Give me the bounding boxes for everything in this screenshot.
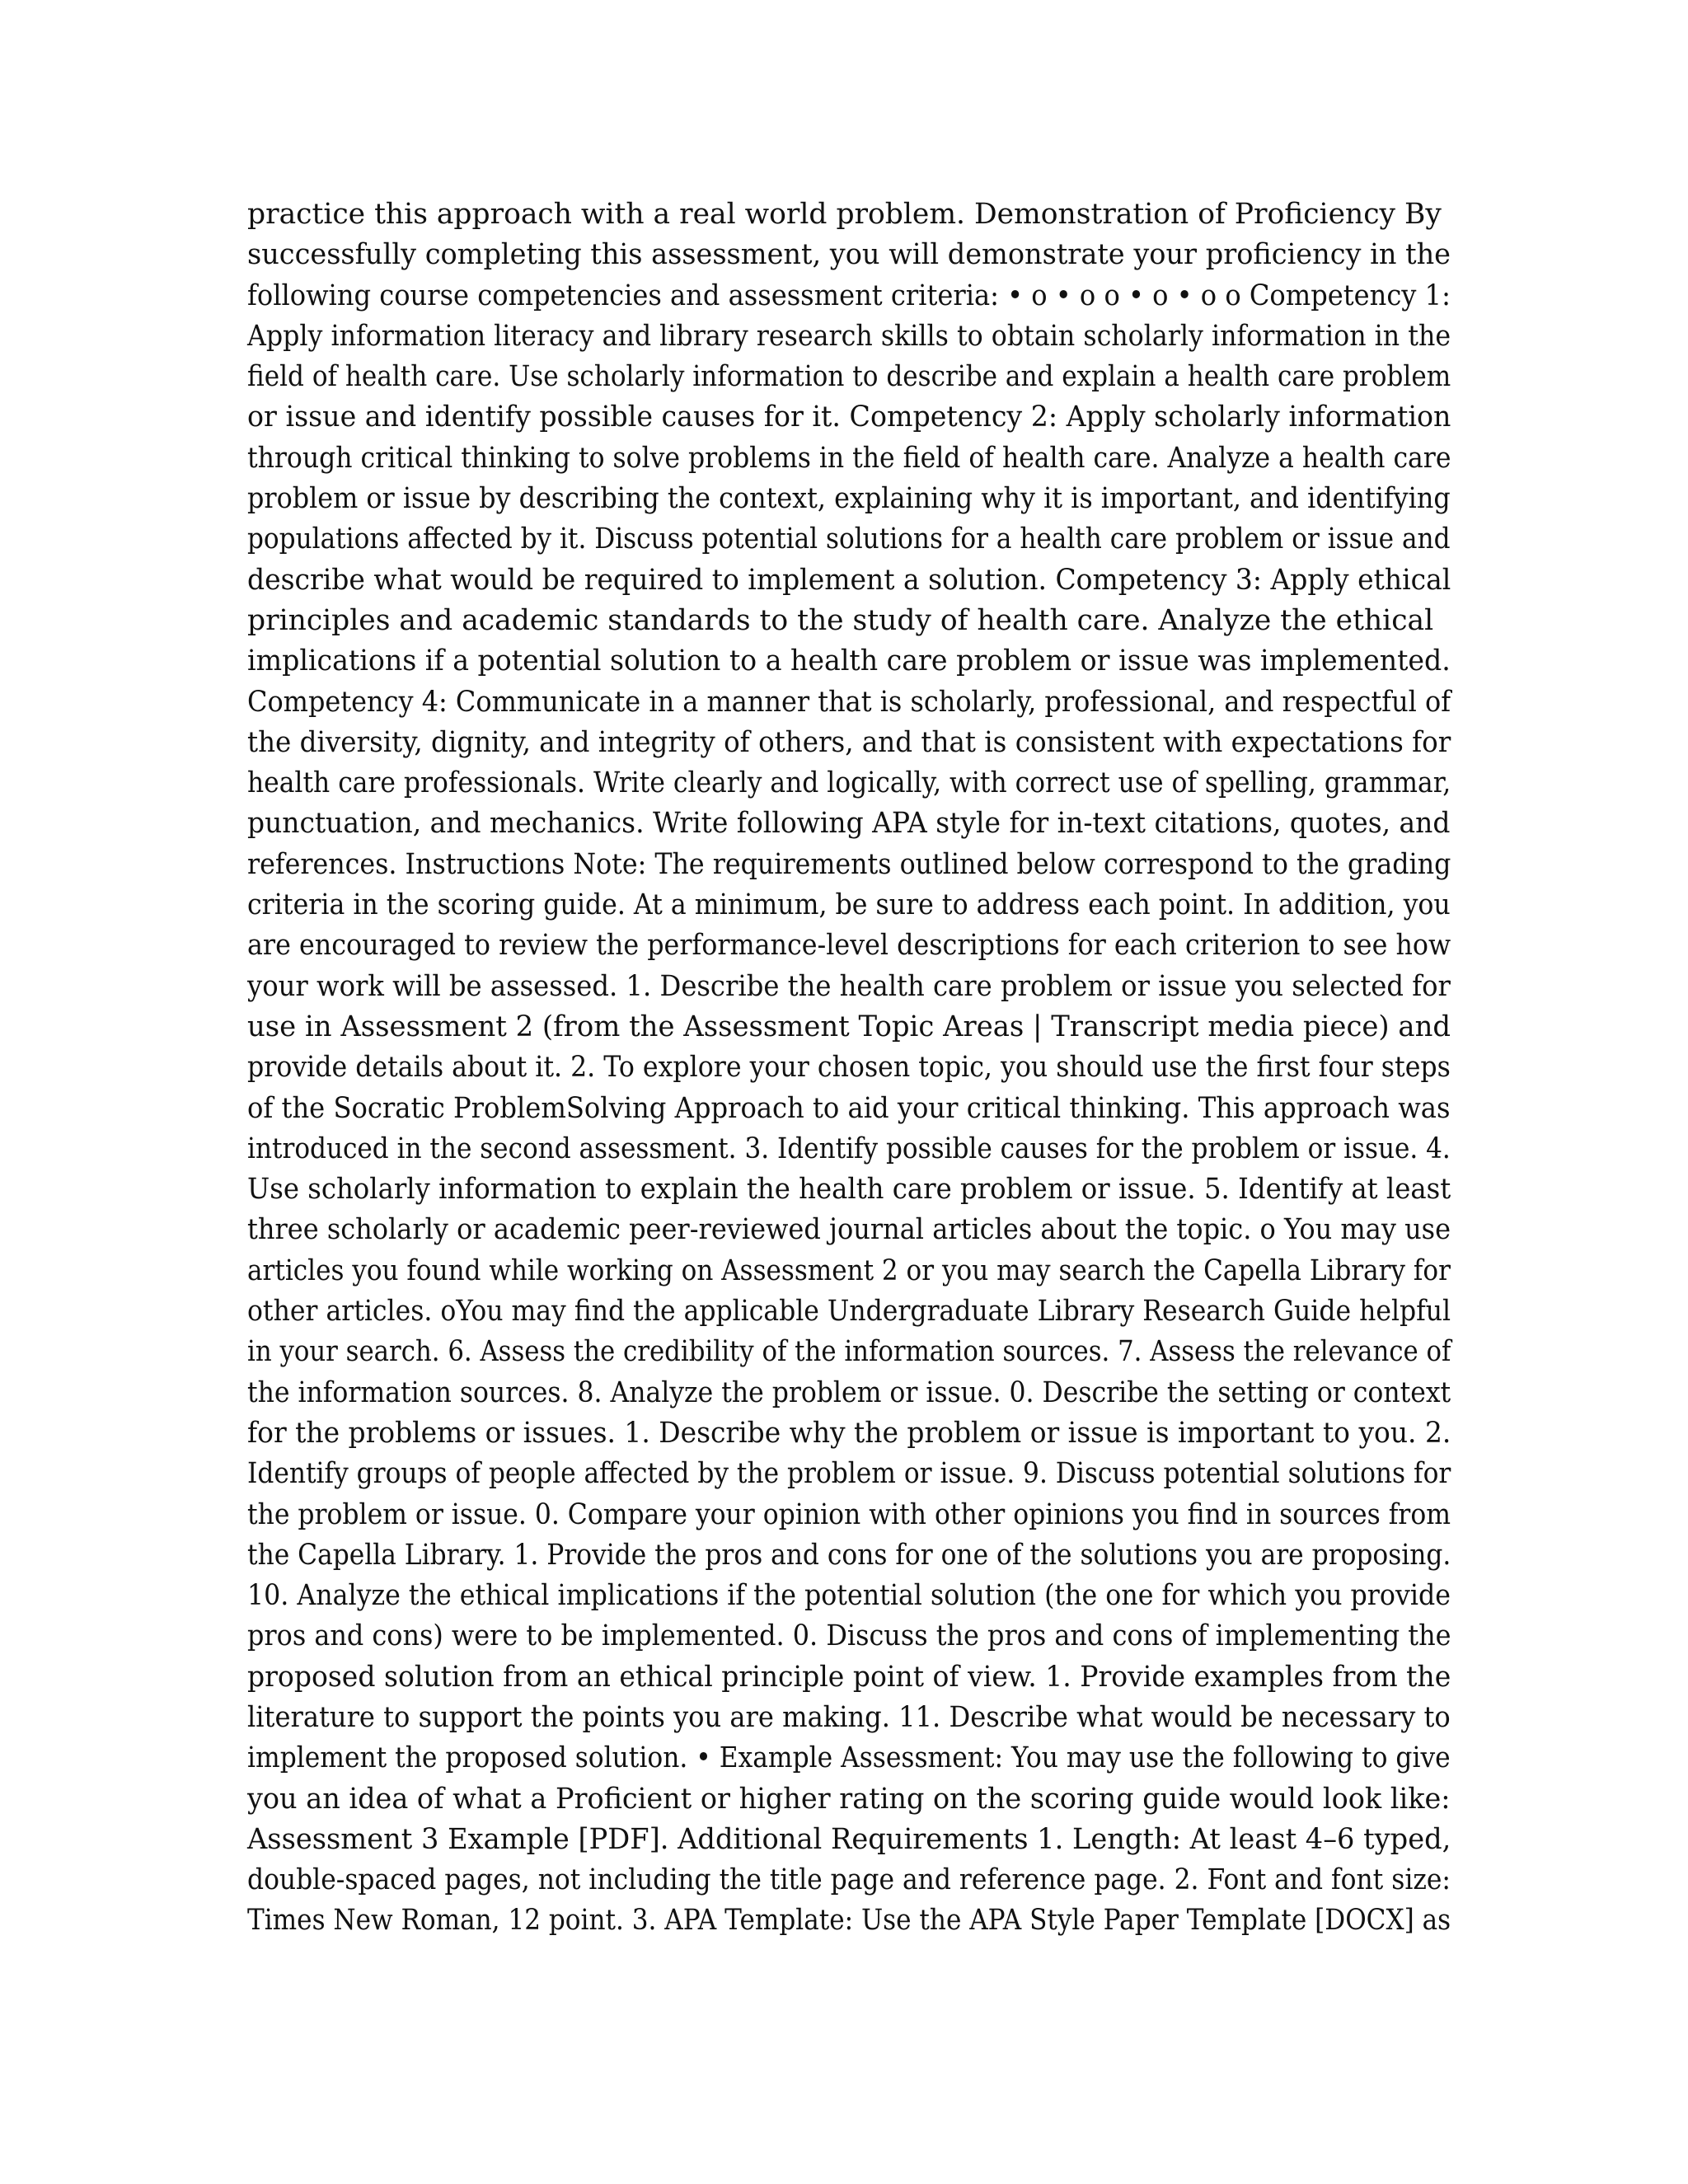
text-line: Apply information literacy and library research skills to obtain scholarly information in the [247,319,1451,353]
text-line: Competency 4: Communicate in a manner that is scholarly, professional, and respectful of [247,685,1451,719]
text-line: proposed solution from an ethical principle point of view. 1. Provide examples from the [247,1660,1451,1694]
text-line: populations affected by it. Discuss potential solutions for a health care problem or issue and [247,523,1451,556]
text-line: Times New Roman, 12 point. 3. APA Template: Use the APA Style Paper Template [DOCX] as [247,1904,1451,1938]
text-line: provide details about it. 2. To explore your chosen topic, you should use the first four steps [247,1051,1451,1085]
text-line: articles you found while working on Assessment 2 or you may search the Capella Library for [247,1254,1451,1287]
text-line: punctuation, and mechanics. Write following APA style for in-text citations, quotes, and [247,807,1451,841]
text-line: references. Instructions Note: The requirements outlined below correspond to the grading [247,847,1451,881]
text-line: health care professionals. Write clearly and logically, with correct use of spelling, grammar, [247,766,1451,800]
text-line: literature to support the points you are making. 11. Describe what would be necessary to [247,1700,1451,1734]
text-line: problem or issue by describing the context, explaining why it is important, and identifying [247,482,1451,516]
text-line: principles and academic standards to the study of health care. Analyze the ethical [247,603,1434,637]
text-line: successfully completing this assessment, you will demonstrate your proficiency in the [247,238,1451,272]
body-text [247,194,1451,1942]
text-line: are encouraged to review the performance-level descriptions for each criterion to see how [247,929,1451,963]
text-line: introduced in the second assessment. 3. Identify possible causes for the problem or issue. 4. [247,1132,1451,1165]
text-line: use in Assessment 2 (from the Assessment Topic Areas | Transcript media piece) and [247,1010,1451,1043]
text-line: Use scholarly information to explain the health care problem or issue. 5. Identify at least [247,1173,1451,1207]
text-line: you an idea of what a Proficient or higher rating on the scoring guide would look like: [247,1782,1451,1816]
text-line: implications if a potential solution to a health care problem or issue was implemented. [247,644,1451,678]
text-line: other articles. oYou may find the applicable Undergraduate Library Research Guide helpful [247,1295,1451,1329]
text-line: of the Socratic ProblemSolving Approach to aid your critical thinking. This approach was [247,1091,1451,1125]
text-line: three scholarly or academic peer-reviewed journal articles about the topic. o You may use [247,1213,1451,1247]
text-line: the Capella Library. 1. Provide the pros and cons for one of the solutions you are proposing. [247,1538,1451,1572]
text-line: criteria in the scoring guide. At a minimum, be sure to address each point. In addition, you [247,888,1451,922]
text-line: for the problems or issues. 1. Describe why the problem or issue is important to you. 2. [247,1416,1451,1450]
text-line: field of health care. Use scholarly information to describe and explain a health care problem [247,360,1451,394]
text-line: your work will be assessed. 1. Describe the health care problem or issue you selected for [247,969,1451,1003]
text-line: describe what would be required to implement a solution. Competency 3: Apply ethical [247,563,1451,597]
text-line: implement the proposed solution. • Example Assessment: You may use the following to give [247,1741,1451,1775]
text-line: 10. Analyze the ethical implications if the potential solution (the one for which you provide [247,1579,1451,1613]
text-line: the diversity, dignity, and integrity of others, and that is consistent with expectations for [247,725,1451,759]
text-line: following course competencies and assessment criteria: • o • o o • o • o o Competency 1: [247,279,1451,312]
text-line: Assessment 3 Example [PDF]. Additional Requirements 1. Length: At least 4–6 typed, [247,1822,1451,1856]
text-line: the problem or issue. 0. Compare your opinion with other opinions you find in sources from [247,1497,1451,1531]
text-line: practice this approach with a real world problem. Demonstration of Proficiency By [247,198,1442,231]
text-line: or issue and identify possible causes for it. Competency 2: Apply scholarly information [247,401,1451,434]
text-line: through critical thinking to solve problems in the field of health care. Analyze a health care [247,441,1451,475]
text-line: Identify groups of people affected by the problem or issue. 9. Discuss potential solutions for [247,1457,1451,1491]
text-line: in your search. 6. Assess the credibility of the information sources. 7. Assess the relevance of [247,1335,1451,1369]
text-line: the information sources. 8. Analyze the problem or issue. 0. Describe the setting or context [247,1376,1451,1409]
text-line: double-spaced pages, not including the title page and reference page. 2. Font and font size: [247,1863,1451,1897]
text-line: pros and cons) were to be implemented. 0. Discuss the pros and cons of implementing the [247,1619,1451,1653]
